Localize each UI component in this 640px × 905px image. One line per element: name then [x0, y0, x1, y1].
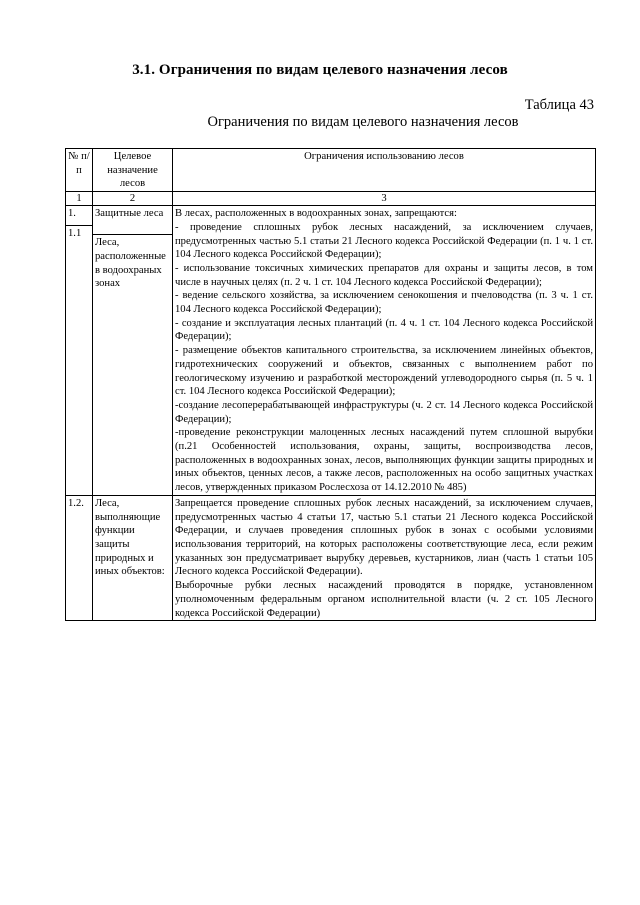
table-number: Таблица 43 [524, 97, 594, 113]
row-purpose-cell: Леса, выполняющие функции защиты природных и иных объектов: [93, 495, 173, 620]
column-number-row [66, 192, 596, 206]
row-num-sub: 1.1 [68, 228, 82, 240]
row-purpose-sub: Леса, расположенные в водоохраных зонах [95, 237, 166, 290]
row-restrictions-cell [173, 206, 596, 496]
row-purpose-cell [93, 206, 173, 496]
row-num-cell [66, 206, 93, 496]
header-restrictions: Ограничения использованию лесов [173, 149, 596, 192]
column-number: 2 [93, 192, 173, 206]
restriction-item: Запрещается проведение сплошных рубок лесных насаждений, за исключением случаев, предусмотренных частью 4 статьи 17, частью 5.1 статьи 21 Лесного кодекса Российской Федерации, и случаев проведения сплошных рубок в зонах с особыми условиями использования территорий, на которых расположены соответствующие леса, если режим указанных зон предусматривает вырубку деревьев, кустарников, лиан (часть 1 статьи 105 Лесного кодекса Российской Федерации). [175, 497, 593, 578]
header-purpose: Целевое назначение лесов [93, 149, 173, 192]
table-row [66, 495, 596, 620]
table-caption: Ограничения по видам целевого назначения лесов [207, 114, 519, 130]
restriction-item: В лесах, расположенных в водоохранных зонах, запрещаются: [175, 208, 457, 220]
restriction-item: - размещение объектов капитального строительства, за исключением линейных объектов, гидротехнических сооружений и объектов, связанных с выполнением работ по геологическому изучению и разработкой месторождений углеводородного сырья (п. 5 ч. 1 ст. 104 Лесного кодекса Российской Федерации); [175, 345, 593, 398]
header-num: № п/п [66, 149, 93, 192]
restriction-item: -создание лесоперерабатывающей инфраструктуры (ч. 2 ст. 14 Лесного кодекса Российской Федерации); [175, 399, 593, 425]
restriction-item: - ведение сельского хозяйства, за исключением сенокошения и пчеловодства (п. 3 ч. 1 ст. 104 Лесного кодекса Российской Федерации); [175, 290, 593, 316]
restriction-item: - проведение сплошных рубок лесных насаждений, за исключением случаев, предусмотренных частью 5.1 статьи 21 Лесного кодекса Российской Федерации (п. 1 ч. 1 ст. 104 Лесного кодекса Российской Федерации); [175, 221, 593, 261]
section-heading: 3.1. Ограничения по видам целевого назначения лесов [132, 62, 508, 78]
restriction-item: - использование токсичных химических препаратов для охраны и защиты лесов, в том числе в научных целях (п. 2 ч. 1 ст. 104 Лесного кодекса Российской Федерации); [175, 262, 593, 288]
restriction-item: - создание и эксплуатация лесных плантаций (п. 4 ч. 1 ст. 104 Лесного кодекса Российской Федерации); [175, 317, 593, 343]
row-purpose-top: Защитные леса [93, 206, 172, 235]
row-num-cell: 1.2. [66, 495, 93, 620]
restriction-item: Выборочные рубки лесных насаждений проводятся в порядке, установленном уполномоченным федеральным органом исполнительной власти (ч. 2 ст. 105 Лесного кодекса Российской Федерации) [175, 580, 593, 619]
column-number: 3 [173, 192, 596, 206]
row-num-top: 1. [66, 206, 92, 226]
restriction-item: -проведение реконструкции малоценных лесных насаждений путем сплошной вырубки (п.21 Особенностей использования, охраны, защиты, воспроизводства лесов, расположенных в водоохранных зонах, лесов, выполняющих функции защиты природных и иных объектов, ценных лесов, а также лесов, расположенных на особо защитных участках лесов, утвержденных приказом Рослесхоза от 14.12.2010 № 485) [175, 427, 593, 494]
table-row [66, 206, 596, 496]
column-number: 1 [66, 192, 93, 206]
table-header-row [66, 149, 596, 192]
row-restrictions-cell [173, 495, 596, 620]
restrictions-table [65, 148, 596, 621]
